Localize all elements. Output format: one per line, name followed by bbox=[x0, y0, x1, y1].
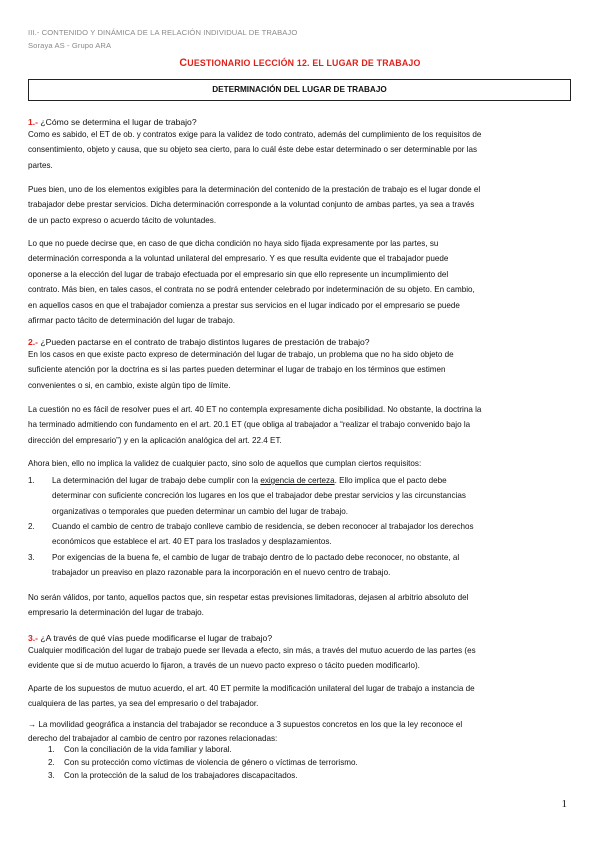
text-line: de un pacto expreso o acuerdo tácito de voluntades. bbox=[28, 215, 217, 225]
question-2-text: ¿Pueden pactarse en el contrato de trabajo distintos lugares de prestación de trabajo? bbox=[38, 337, 370, 347]
text-line: trabajador debe prestar servicios. Dicha determinación corresponde a la voluntad conjunto de ambas partes, ya sea a través bbox=[28, 200, 475, 210]
q3-list-item-3 bbox=[48, 769, 564, 783]
text-line: cualquiera de las partes, ya sea del empresario o del trabajador. bbox=[28, 699, 259, 709]
question-1-text: ¿Cómo se determina el lugar de trabajo? bbox=[38, 117, 197, 127]
document-title bbox=[0, 57, 600, 69]
q2-list-item-2 bbox=[28, 519, 570, 550]
text-segment: La determinación del lugar de trabajo debe cumplir con la bbox=[52, 476, 261, 485]
q3-paragraph-2 bbox=[28, 681, 570, 712]
q3-paragraph-1 bbox=[28, 643, 570, 674]
text-line: Cuando el cambio de centro de trabajo conlleve cambio de residencia, se deben reconocer al trabajador los derechos bbox=[52, 522, 474, 531]
q1-paragraph-1 bbox=[28, 127, 570, 173]
list-number: 2. bbox=[48, 758, 55, 767]
q3-paragraph-3 bbox=[28, 718, 570, 745]
text-line: derecho del trabajador al cambio de centro por razones relacionadas: bbox=[28, 733, 278, 743]
text-line: determinar con suficiente concreción los lugares en los que el trabajador debe prestar servicios y las circunstancias bbox=[52, 491, 466, 501]
q2-paragraph-3: Ahora bien, ello no implica la validez de cualquier pacto, sino solo de aquellos que cumplan ciertos requisitos: bbox=[28, 459, 422, 468]
text-line: Como es sabido, el ET de ob. y contratos exige para la validez de todo contrato, además del cumplimiento de los requisitos de bbox=[28, 130, 482, 139]
q1-paragraph-3 bbox=[28, 236, 570, 328]
underlined-term: exigencia de certeza bbox=[260, 476, 335, 485]
question-1-number: 1.- bbox=[28, 117, 39, 127]
text-line: Por exigencias de la buena fe, el cambio de lugar de trabajo dentro de lo pactado debe reconocer, no obstante, al bbox=[52, 553, 460, 562]
page-number: 1 bbox=[561, 798, 567, 810]
text-line: La cuestión no es fácil de resolver pues el art. 40 ET no contempla expresamente dicha posibilidad. No obstante, la doctrina la bbox=[28, 405, 482, 414]
q3-list-item-1 bbox=[48, 743, 564, 757]
text-line: Lo que no puede decirse que, en caso de que dicha condición no haya sido fijada expresamente por las partes, su bbox=[28, 239, 439, 248]
text-line: convenientes o si, en cambio, existe algún tipo de límite. bbox=[28, 380, 231, 390]
text-line: organizativas o temporales que pueden determinar un cambio del lugar de trabajo. bbox=[52, 506, 349, 516]
text-segment: . Ello implica que el pacto debe bbox=[334, 476, 447, 485]
q3-list-item-2 bbox=[48, 756, 564, 770]
text-line: en aquellos casos en que el trabajador comienza a prestar sus servicios en el lugar indicado por el empresario se puede bbox=[28, 300, 460, 310]
text-line: Cualquier modificación del lugar de trabajo puede ser llevada a efecto, sin más, a través del mutuo acuerdo de las partes (es bbox=[28, 646, 476, 655]
title-rest: UESTIONARIO LECCIÓN 12. EL LUGAR DE TRABAJO bbox=[187, 58, 421, 68]
text-line: contrato. Más bien, en tales casos, el contrata no se podrá entender celebrado por indeterminación de su objeto. En cambio, bbox=[28, 285, 475, 295]
list-number: 3. bbox=[28, 553, 35, 562]
text-line: → La movilidad geográfica a instancia del trabajador se reconduce a 3 supuestos concretos en los que la ley reconoce el bbox=[28, 720, 463, 729]
text-line: empresario la determinación del lugar de trabajo. bbox=[28, 608, 204, 618]
text-line: evidente que si de mutuo acuerdo lo fijaron, a través de un nuevo pacto expreso o tácito pueden modificarlo). bbox=[28, 661, 420, 671]
q2-list-item-1 bbox=[28, 473, 570, 519]
text-line: partes. bbox=[28, 160, 53, 170]
text-line: consentimiento, objeto y causa, que su objeto sea cierto, para lo cuál éste debe estar determinado o ser determinable por las bbox=[28, 145, 478, 155]
question-3-text: ¿A través de qué vías puede modificarse el lugar de trabajo? bbox=[38, 633, 273, 643]
q2-paragraph-4 bbox=[28, 590, 570, 621]
list-number: 1. bbox=[28, 476, 35, 485]
q2-list-item-3 bbox=[28, 550, 570, 581]
text-line: En los casos en que existe pacto expreso de determinación del lugar de trabajo, un problema que no ha sido objeto de bbox=[28, 350, 454, 359]
q2-paragraph-1 bbox=[28, 347, 570, 393]
text-line: económicos que establece el art. 40 ET para los traslados y desplazamientos. bbox=[52, 537, 332, 547]
header-course-line: III.- CONTENIDO Y DINÁMICA DE LA RELACIÓN INDIVIDUAL DE TRABAJO bbox=[28, 28, 298, 37]
text-line: ha terminado admitiendo con fundamento en el art. 20.1 ET (que obliga al trabajador a “realizar el trabajo convenido bajo la bbox=[28, 420, 471, 430]
text-line: trabajador un preaviso en plazo razonable para la incorporación en el nuevo centro de trabajo. bbox=[52, 568, 391, 578]
question-2-number: 2.- bbox=[28, 337, 39, 347]
list-number: 3. bbox=[48, 771, 55, 780]
text-line: No serán válidos, por tanto, aquellos pactos que, sin respetar estas previsiones limitadoras, dejasen al arbitrio absoluto del bbox=[28, 593, 469, 602]
text-line: Aparte de los supuestos de mutuo acuerdo, el art. 40 ET permite la modificación unilateral del lugar de trabajo a instancia de bbox=[28, 684, 475, 693]
header-author-line: Soraya AS - Grupo ARA bbox=[28, 41, 112, 50]
text-line: oponerse a la elección del lugar de trabajo efectuada por el empresario sin que ello represente un incumplimiento del bbox=[28, 269, 449, 279]
question-3-number: 3.- bbox=[28, 633, 39, 643]
q1-paragraph-2 bbox=[28, 182, 570, 228]
title-first-letter: C bbox=[179, 57, 188, 69]
text-line: determinación corresponda a la voluntad unilateral del empresario. Y es que resulta evidente que el trabajador puede bbox=[28, 254, 449, 264]
running-header bbox=[28, 26, 297, 52]
q2-paragraph-2 bbox=[28, 402, 570, 448]
text-line: dirección del empresario”) y en la aplicación analógica del art. 22.4 ET. bbox=[28, 435, 282, 445]
section-heading-box: DETERMINACIÓN DEL LUGAR DE TRABAJO bbox=[28, 79, 571, 101]
text-line: afirmar pacto tácito de determinación del lugar de trabajo. bbox=[28, 316, 235, 326]
text-line: Con la conciliación de la vida familiar y laboral. bbox=[64, 745, 232, 754]
list-number: 2. bbox=[28, 522, 35, 531]
list-number: 1. bbox=[48, 745, 55, 754]
text-line: Pues bien, uno de los elementos exigibles para la determinación del contenido de la prestación de trabajo es el lugar donde el bbox=[28, 185, 481, 194]
text-line: Con su protección como víctimas de violencia de género o víctimas de terrorismo. bbox=[64, 758, 358, 767]
text-line: suficiente atención por la doctrina es si las partes pueden determinar el lugar de trabajo en los términos que estimen bbox=[28, 365, 446, 375]
text-line: Con la protección de la salud de los trabajadores discapacitados. bbox=[64, 771, 298, 780]
